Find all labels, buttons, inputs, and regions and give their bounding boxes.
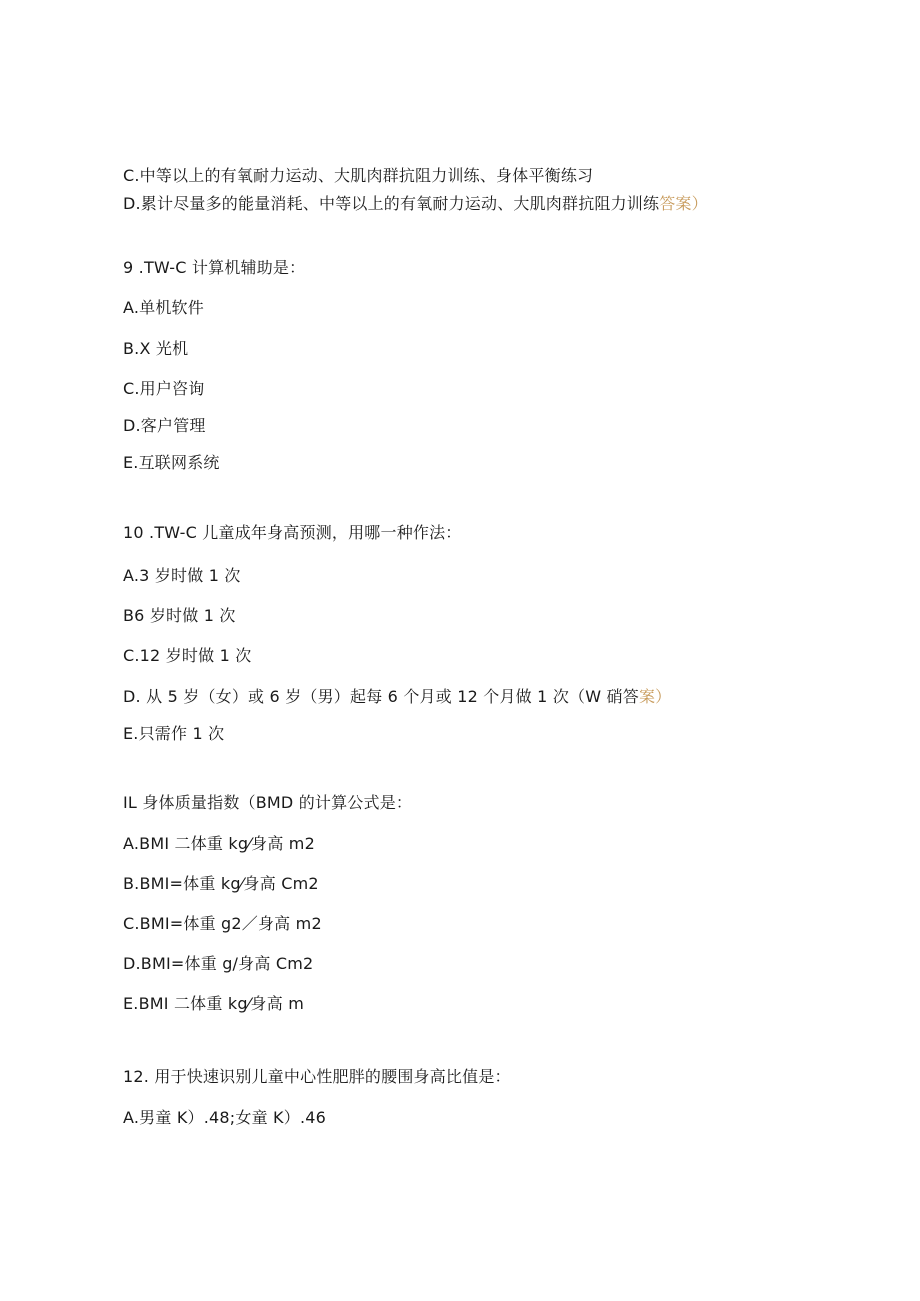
q12-option-a: A.男童 K）.48;女童 K）.46 [123,1108,326,1127]
q11-option-b: B.BMI=体重 kg⁄身高 Cm2 [123,874,319,893]
q9-title: 9 .TW-C 计算机辅助是： [123,258,306,277]
q9-option-a: A.单机软件 [123,298,204,317]
q10-option-c: C.12 岁时做 1 次 [123,646,252,665]
q11-option-a: A.BMI 二体重 kg⁄身高 m2 [123,834,315,853]
q8-answer-mark: 答案） [659,194,708,213]
q10-option-e: E.只需作 1 次 [123,724,225,743]
q9-option-b: B.X 光机 [123,339,189,358]
q8-option-d-text: D.累计尽量多的能量消耗、中等以上的有氧耐力运动、大肌肉群抗阻力训练 [123,194,660,213]
q11-title: IL 身体质量指数（BMD 的计算公式是： [123,793,413,812]
q11-option-c: C.BMI=体重 g2／身高 m2 [123,914,322,933]
q9-option-e: E.互联网系统 [123,453,220,472]
q9-option-d: D.客户管理 [123,416,206,435]
q11-option-e: E.BMI 二体重 kg⁄身高 m [123,994,305,1013]
q10-option-d [123,686,671,708]
q8-option-c: C.中等以上的有氧耐力运动、大肌肉群抗阻力训练、身体平衡练习 [123,166,594,185]
q11-option-d: D.BMI=体重 g/身高 Cm2 [123,954,314,973]
q12-title: 12. 用于快速识别儿童中心性肥胖的腰围身高比值是： [123,1067,511,1086]
q10-option-a: A.3 岁时做 1 次 [123,566,241,585]
q10-option-d-text: D. 从 5 岁（女）或 6 岁（男）起每 6 个月或 12 个月做 1 次（W 硝答 [123,687,639,706]
q10-option-b: B6 岁时做 1 次 [123,606,236,625]
q10-title: 10 .TW-C 儿童成年身高预测，用哪一种作法： [123,523,462,542]
q8-option-d [123,193,708,215]
q9-option-c: C.用户咨询 [123,379,205,398]
q10-answer-mark: 案） [638,687,672,706]
